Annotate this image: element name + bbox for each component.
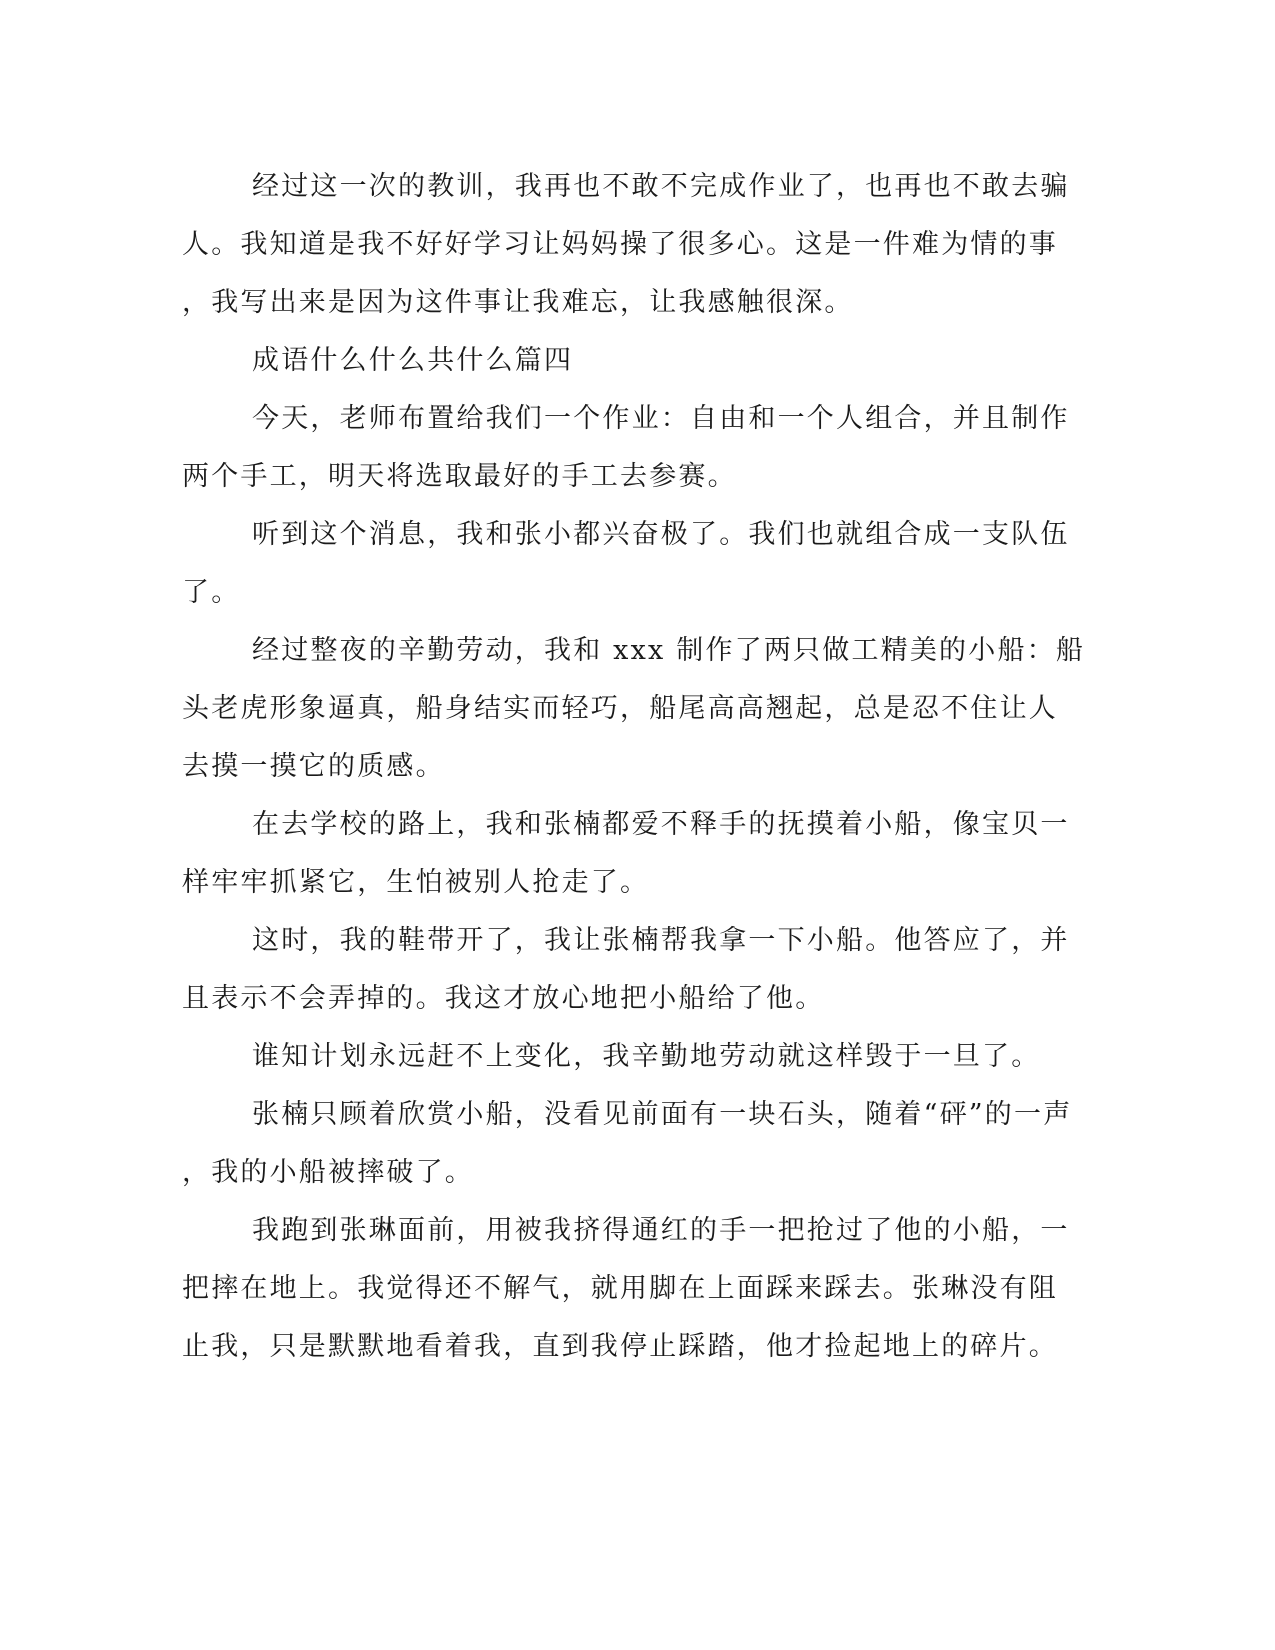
text-line-16: 谁知计划永远赶不上变化，我辛勤地劳动就这样毁于一旦了。: [252, 1041, 1041, 1072]
text-line-3: ，我写出来是因为这件事让我难忘，让我感触很深。: [182, 287, 854, 318]
document-body: [182, 158, 1086, 1376]
text-line-8: 了。: [182, 577, 241, 608]
text-line-2: 人。我知道是我不好好学习让妈妈操了很多心。这是一件难为情的事: [182, 229, 1058, 260]
text-line-12: 在去学校的路上，我和张楠都爱不释手的抚摸着小船，像宝贝一: [252, 809, 1070, 840]
text-line-13: 样牢牢抓紧它，生怕被别人抢走了。: [182, 867, 650, 898]
text-line-9: 经过整夜的辛勤劳动，我和 xxx 制作了两只做工精美的小船：船: [252, 635, 1086, 666]
text-line-18: ，我的小船被摔破了。: [182, 1157, 474, 1188]
text-line-17: 张楠只顾着欣赏小船，没看见前面有一块石头，随着“砰”的一声: [252, 1099, 1073, 1130]
text-line-7: 听到这个消息，我和张小都兴奋极了。我们也就组合成一支队伍: [252, 519, 1070, 550]
text-line-20: 把摔在地上。我觉得还不解气，就用脚在上面踩来踩去。张琳没有阻: [182, 1273, 1058, 1304]
text-line-10: 头老虎形象逼真，船身结实而轻巧，船尾高高翘起，总是忍不住让人: [182, 693, 1058, 724]
text-line-14: 这时，我的鞋带开了，我让张楠帮我拿一下小船。他答应了，并: [252, 925, 1070, 956]
text-line-19: 我跑到张琳面前，用被我挤得通红的手一把抢过了他的小船，一: [252, 1215, 1070, 1246]
text-line-1: 经过这一次的教训，我再也不敢不完成作业了，也再也不敢去骗: [252, 171, 1070, 202]
section-heading: 成语什么什么共什么篇四: [252, 345, 574, 376]
text-line-15: 且表示不会弄掉的。我这才放心地把小船给了他。: [182, 983, 825, 1014]
text-line-6: 两个手工，明天将选取最好的手工去参赛。: [182, 461, 737, 492]
text-line-11: 去摸一摸它的质感。: [182, 751, 445, 782]
text-line-21: 止我，只是默默地看着我，直到我停止踩踏，他才捡起地上的碎片。: [182, 1331, 1058, 1362]
text-line-5: 今天，老师布置给我们一个作业：自由和一个人组合，并且制作: [252, 403, 1070, 434]
